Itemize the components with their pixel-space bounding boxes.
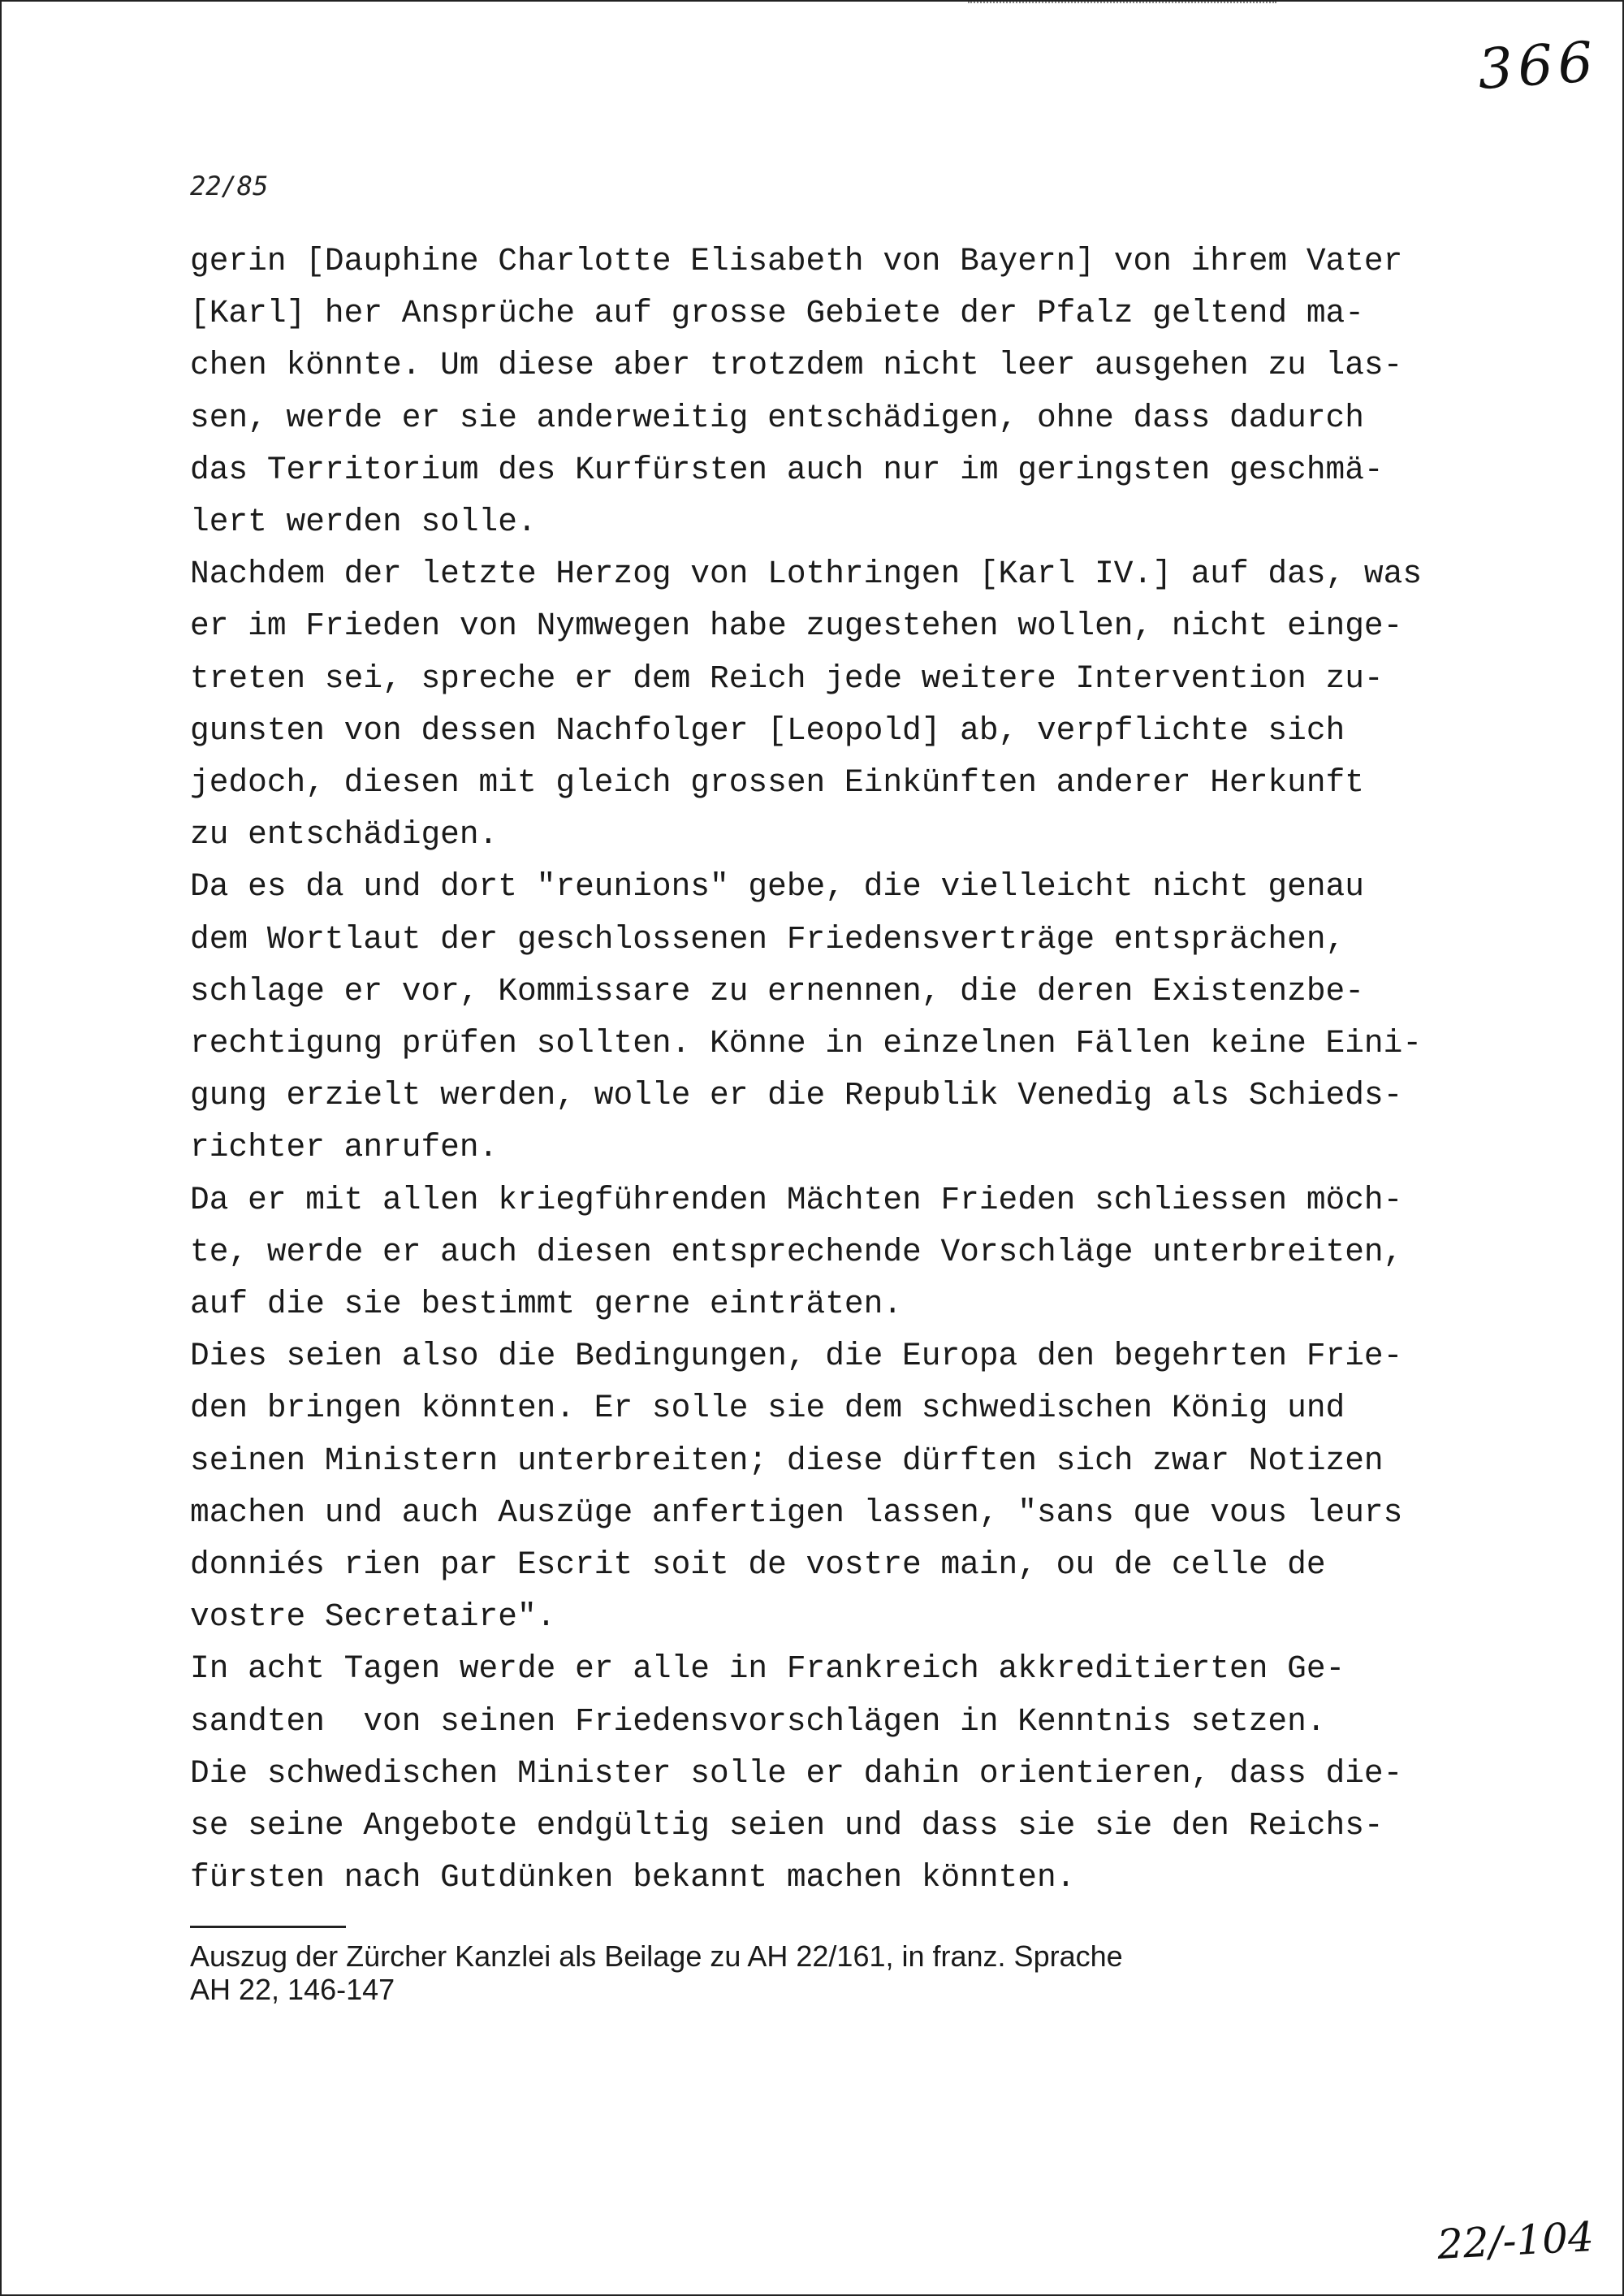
text-line: dem Wortlaut der geschlossenen Friedensverträge entsprächen,: [190, 920, 1345, 958]
text-line: Da es da und dort "reunions" gebe, die vielleicht nicht genau: [190, 868, 1364, 906]
text-line: se seine Angebote endgültig seien und dass sie sie den Reichs-: [190, 1807, 1384, 1844]
footnote: [190, 1939, 1489, 2006]
text-line: das Territorium des Kurfürsten auch nur im geringsten geschmä-: [190, 451, 1384, 488]
body-text: [190, 236, 1457, 1905]
text-line: gerin [Dauphine Charlotte Elisabeth von Bayern] von ihrem Vater: [190, 243, 1403, 279]
text-line: Dies seien also die Bedingungen, die Europa den begehrten Frie-: [190, 1338, 1403, 1375]
text-line: schlage er vor, Kommissare zu ernennen, die deren Existenzbe-: [190, 972, 1364, 1010]
text-line: machen und auch Auszüge anfertigen lassen, "sans que vous leurs: [190, 1494, 1403, 1531]
footnote-source-line: Auszug der Zürcher Kanzlei als Beilage zu AH 22/161, in franz. Sprache: [190, 1939, 1123, 1973]
archive-mark: 22/-104: [1436, 2212, 1596, 2269]
text-line: sandten von seinen Friedensvorschlägen in Kenntnis setzen.: [190, 1702, 1326, 1740]
text-line: er im Frieden von Nymwegen habe zugestehen wollen, nicht einge-: [190, 608, 1403, 645]
folio-number: 366: [1475, 29, 1600, 103]
text-line: fürsten nach Gutdünken bekannt machen könnten.: [190, 1859, 1076, 1896]
footnote-divider: [190, 1926, 346, 1928]
text-line: gung erzielt werden, wolle er die Republik Venedig als Schieds-: [190, 1077, 1403, 1114]
document-reference: 22/85: [190, 171, 269, 201]
text-line: chen könnte. Um diese aber trotzdem nicht leer ausgehen zu las-: [190, 347, 1403, 384]
text-line: donniés rien par Escrit soit de vostre main, ou de celle de: [190, 1546, 1326, 1584]
text-line: jedoch, diesen mit gleich grossen Einkünften anderer Herkunft: [190, 764, 1364, 802]
scan-edge-mark: [968, 2, 1276, 6]
text-line: Nachdem der letzte Herzog von Lothringen [Karl IV.] auf das, was: [190, 556, 1423, 593]
text-line: te, werde er auch diesen entsprechende Vorschläge unterbreiten,: [190, 1233, 1403, 1270]
text-line: Die schwedischen Minister solle er dahin orientieren, dass die-: [190, 1754, 1403, 1792]
text-line: [Karl] her Ansprüche auf grosse Gebiete der Pfalz geltend ma-: [190, 295, 1364, 332]
text-line: den bringen könnten. Er solle sie dem schwedischen König und: [190, 1390, 1345, 1427]
text-line: richter anrufen.: [190, 1129, 499, 1166]
text-line: auf die sie bestimmt gerne einträten.: [190, 1286, 903, 1323]
text-line: vostre Secretaire".: [190, 1598, 556, 1636]
text-line: sen, werde er sie anderweitig entschädigen, ohne dass dadurch: [190, 399, 1364, 436]
text-line: zu entschädigen.: [190, 816, 499, 854]
text-line: treten sei, spreche er dem Reich jede weitere Intervention zu-: [190, 659, 1384, 697]
text-line: Da er mit allen kriegführenden Mächten Frieden schliessen möch-: [190, 1181, 1403, 1218]
text-line: lert werden solle.: [190, 504, 537, 541]
text-line: rechtigung prüfen sollten. Könne in einzelnen Fällen keine Eini-: [190, 1025, 1423, 1062]
text-line: seinen Ministern unterbreiten; diese dürften sich zwar Notizen: [190, 1442, 1384, 1479]
text-line: In acht Tagen werde er alle in Frankreich akkreditierten Ge-: [190, 1650, 1345, 1688]
text-line: gunsten von dessen Nachfolger [Leopold] ab, verpflichte sich: [190, 711, 1345, 749]
footnote-reference-line: AH 22, 146-147: [190, 1973, 395, 2006]
